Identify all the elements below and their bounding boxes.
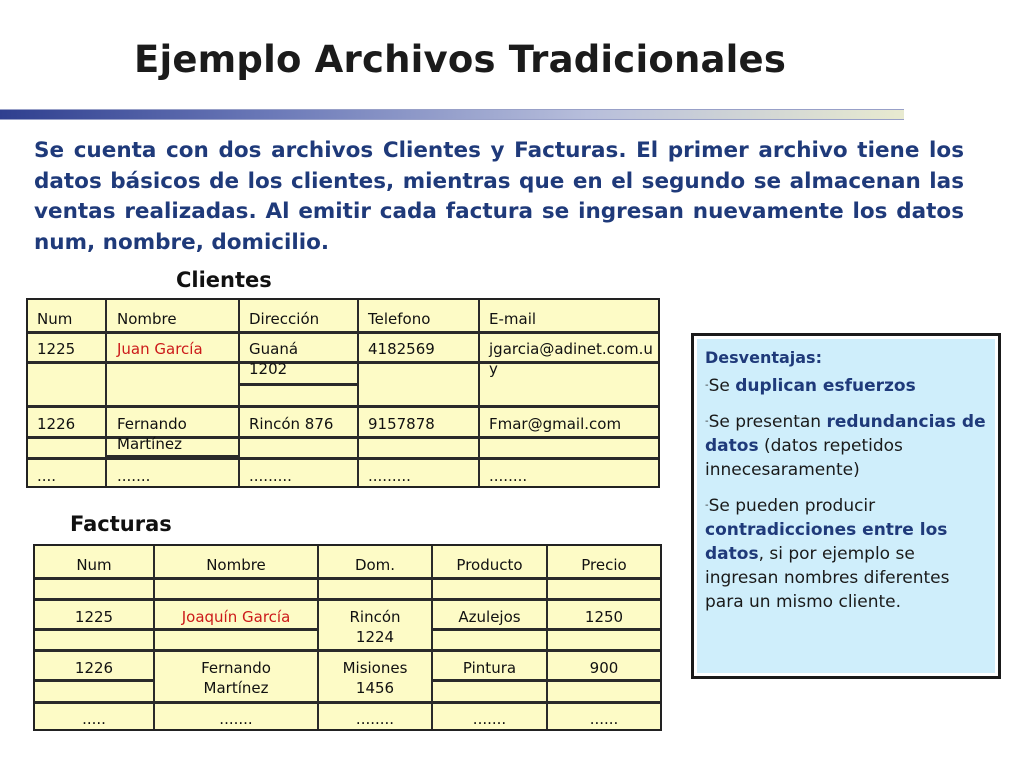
table-cell: ....	[37, 467, 57, 485]
table-cell: Fmar@gmail.com	[489, 415, 622, 433]
facturas-header-dom: Dom.	[354, 556, 396, 574]
facturas-table	[33, 544, 662, 731]
table-cell: ........	[489, 467, 528, 485]
disadvantage-item	[705, 374, 987, 398]
disadvantage-text: Se	[708, 376, 736, 396]
disadvantage-text: , si por ejemplo se ingresan nombres diferentes para un mismo cliente.	[705, 544, 950, 612]
disadvantage-text: Se pueden producir	[708, 496, 876, 516]
table-cell: Juan García	[117, 340, 203, 358]
table-cell: 9157878	[368, 415, 435, 433]
table-cell: Pintura	[462, 659, 517, 677]
table-cell: .........	[249, 467, 292, 485]
disadvantage-item	[705, 494, 987, 614]
bullet-dash: -	[705, 416, 709, 427]
table-cell: .........	[368, 467, 411, 485]
clientes-header-direccion: Dirección	[249, 310, 320, 328]
table-cell: 1225	[74, 608, 114, 626]
clientes-table	[26, 298, 660, 488]
title-rule	[0, 109, 904, 120]
facturas-header-nombre: Nombre	[206, 556, 266, 574]
slide-title: Ejemplo Archivos Tradicionales	[134, 38, 787, 81]
table-cell: Rincón 1224	[349, 608, 401, 646]
disadvantage-text: (datos repetidos innecesaramente)	[705, 436, 903, 480]
disadvantage-item	[705, 410, 987, 482]
table-cell: Joaquín García	[181, 608, 291, 626]
disadvantages-title: Desventajas:	[705, 348, 822, 367]
table-cell: Fernando Martínez	[201, 659, 271, 697]
table-cell: ......	[589, 710, 619, 728]
disadvantage-highlight: duplican esfuerzos	[735, 376, 916, 396]
clientes-header-email: E-mail	[489, 310, 537, 328]
table-cell: 4182569	[368, 340, 435, 358]
facturas-caption: Facturas	[70, 512, 172, 536]
clientes-header-nombre: Nombre	[117, 310, 177, 328]
bullet-dash: -	[705, 500, 709, 511]
table-cell: .......	[117, 467, 151, 485]
clientes-header-telefono: Telefono	[368, 310, 431, 328]
facturas-header-producto: Producto	[456, 556, 523, 574]
table-cell: Misiones 1456	[342, 659, 408, 697]
facturas-header-precio: Precio	[581, 556, 627, 574]
table-cell: .......	[472, 710, 507, 728]
table-cell: .....	[82, 710, 106, 728]
bullet-dash: -	[705, 380, 709, 391]
clientes-header-num: Num	[37, 310, 73, 328]
table-cell: 1226	[37, 415, 76, 433]
disadvantages-box	[691, 333, 1001, 679]
intro-paragraph: Se cuenta con dos archivos Clientes y Facturas. El primer archivo tiene los datos básicos de los clientes, mientras que en el segundo se almacenan las ventas realizadas. Al emitir cada factura se ingresan nuevamente los datos num, nombre, domicilio.	[34, 138, 964, 255]
disadvantage-highlight: contradicciones entre los datos	[705, 520, 948, 564]
table-cell: 1226	[74, 659, 114, 677]
facturas-header-num: Num	[76, 556, 112, 574]
table-cell: 1225	[37, 340, 76, 358]
table-cell: Rincón 876	[249, 415, 334, 433]
disadvantage-highlight: redundancias de datos	[705, 412, 986, 456]
table-cell: jgarcia@adinet.com.uy	[489, 340, 653, 378]
table-cell: 1250	[584, 608, 624, 626]
table-cell: ........	[355, 710, 395, 728]
table-cell: Guaná 1202	[249, 340, 299, 378]
table-cell: Azulejos	[458, 608, 521, 626]
table-cell: 900	[589, 659, 619, 677]
disadvantage-text: Se presentan	[708, 412, 827, 432]
table-cell: Fernando Martínez	[117, 415, 187, 453]
clientes-caption: Clientes	[176, 268, 272, 292]
table-cell: .......	[219, 710, 253, 728]
